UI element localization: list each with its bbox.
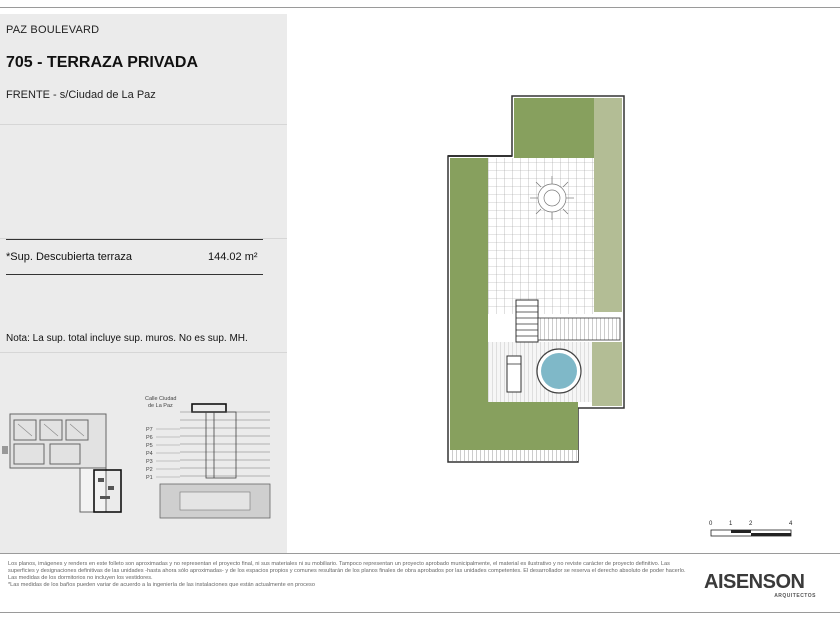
floor-label: P2	[146, 467, 153, 473]
floor-label: P4	[146, 451, 153, 457]
footer-rule	[0, 553, 840, 554]
terrace-floor-plan	[440, 90, 640, 470]
planter-area	[594, 98, 622, 312]
area-rule-bottom	[6, 274, 263, 275]
area-label: *Sup. Descubierta terraza	[6, 251, 132, 263]
logo-subtitle: ARQUITECTOS	[774, 593, 816, 599]
tiled-floor	[488, 158, 594, 314]
pool-water	[541, 353, 577, 389]
section-diagram	[140, 392, 275, 527]
scale-tick: 1	[729, 521, 733, 527]
key-plan-diagram	[0, 406, 130, 516]
floor-label: P5	[146, 443, 153, 449]
sun-lounger	[507, 356, 521, 392]
unit-title: 705 - TERRAZA PRIVADA	[6, 54, 199, 71]
railing	[450, 450, 578, 461]
floor-label: P1	[146, 475, 153, 481]
planter-area	[592, 342, 622, 406]
company-logo	[704, 571, 820, 603]
area-note: Nota: La sup. total incluye sup. muros. No es sup. MH.	[6, 333, 248, 344]
logo-name: AISENSON	[704, 571, 805, 593]
area-rule-top	[6, 239, 263, 240]
legal-disclaimer	[8, 561, 698, 589]
top-rule	[0, 7, 840, 8]
divider	[0, 124, 287, 125]
area-value: 144.02 m²	[208, 251, 258, 263]
disclaimer-text: Los planos, imágenes y renders en este folleto son aproximadas y no representan el proyecto final, ni sus materiales ni su mobiliario. Tampoco representan un proyecto aprobado municipalmente, el material es ilustrativo y no reviste carácter de proyecto definitivo. Las superficies y designaciones definitivas de las unidades -hasta ahora sólo aproximadas- y de los espacios propios y comunes resultarán de los planos finales de obra aprobados por las unidades competentes. El desarrollador se reserva el derecho absoluto de poder hacerlo.	[8, 561, 686, 574]
floor-label: P3	[146, 459, 153, 465]
street-label-2: de La Paz	[148, 403, 173, 409]
table-set	[530, 176, 574, 220]
scale-tick: 2	[749, 521, 753, 527]
scale-bar	[705, 516, 800, 544]
grass-area	[514, 98, 594, 158]
street-label-1: Calle Ciudad	[145, 396, 177, 402]
bottom-rule	[0, 612, 840, 613]
unit-orientation: FRENTE - s/Ciudad de La Paz	[6, 89, 156, 101]
project-name: PAZ BOULEVARD	[6, 24, 100, 36]
floor-label: P7	[146, 427, 153, 433]
scale-tick: 0	[709, 521, 713, 527]
floor-label: P6	[146, 435, 153, 441]
disclaimer-text: *Las medidas de los baños pueden variar de acuerdo a la ingeniería de las instalaciones que están actualmente en proceso	[8, 582, 315, 588]
disclaimer-text: Las medidas de los dormitorios no incluyen los vestidores.	[8, 575, 153, 581]
railing	[538, 318, 620, 340]
divider	[0, 352, 287, 353]
info-panel	[0, 14, 287, 553]
scale-tick: 4	[789, 521, 793, 527]
